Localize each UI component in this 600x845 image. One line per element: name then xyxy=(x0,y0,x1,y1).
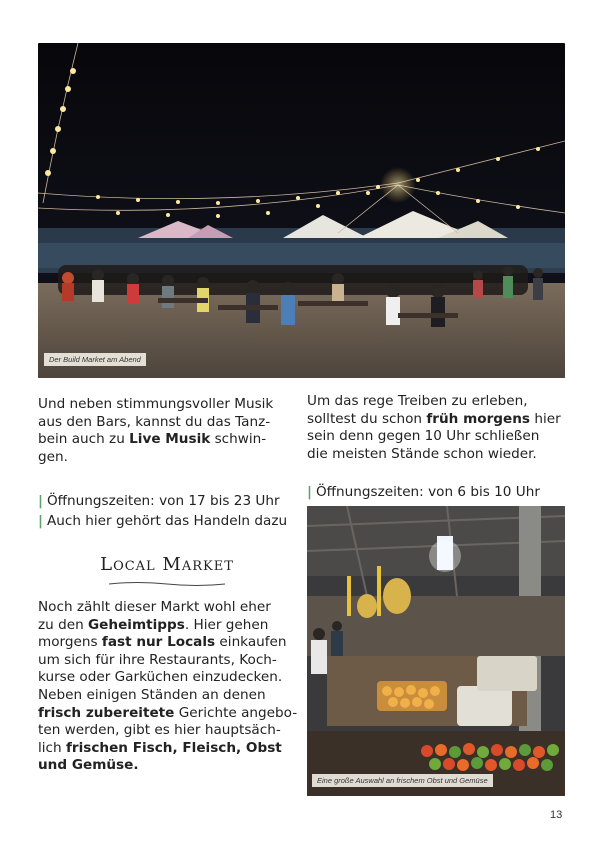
body-text: . Hier gehen xyxy=(184,616,269,633)
body-text: kurse oder Garküchen einzudecken. xyxy=(38,669,283,686)
morning-line xyxy=(307,393,567,411)
accent-bar: | xyxy=(307,484,312,500)
emphasis-text: Geheimtipps xyxy=(88,616,185,633)
opening-hours-text: Öffnungszeiten: von 17 bis 23 Uhr xyxy=(46,493,280,509)
emphasis-text: fast nur Locals xyxy=(101,634,216,651)
body-text: solltest du schon xyxy=(307,410,427,427)
bottom-photo-caption: Eine große Auswahl an frischem Obst und Gemüse xyxy=(312,774,493,787)
body-text: Gerichte angebo- xyxy=(174,704,298,721)
local-market-paragraph xyxy=(38,599,300,775)
body-text: bein auch zu xyxy=(38,431,130,448)
emphasis-text: frischen Fisch, Fleisch, Obst xyxy=(65,739,282,756)
page-number: 13 xyxy=(550,809,563,821)
produce-market-illustration xyxy=(307,506,565,796)
emphasis-text: früh morgens xyxy=(426,410,531,427)
local-market-line xyxy=(38,669,300,687)
morning-paragraph xyxy=(307,393,567,463)
night-market-illustration xyxy=(38,43,565,378)
local-market-line xyxy=(38,705,300,723)
body-text: ten werden, gibt es hier hauptsäch- xyxy=(38,722,281,739)
bargaining-note xyxy=(38,512,287,530)
night-market-photo xyxy=(38,43,565,378)
body-text: Um das rege Treiben zu erleben, xyxy=(307,393,528,409)
local-market-line xyxy=(38,687,300,705)
section-heading-local-market: Local Market xyxy=(100,554,234,575)
opening-hours-morning xyxy=(307,483,540,501)
body-text: lich xyxy=(38,739,66,756)
emphasis-text: Live Musik xyxy=(129,431,211,448)
body-text: schwin- xyxy=(210,431,267,448)
body-text: Noch zählt dieser Markt wohl eher xyxy=(38,599,271,615)
intro-line xyxy=(38,396,300,414)
local-market-photo xyxy=(307,506,565,796)
intro-line xyxy=(38,449,300,467)
local-market-line xyxy=(38,722,300,740)
body-text: zu den xyxy=(38,616,89,633)
local-market-line xyxy=(38,599,300,617)
local-market-line xyxy=(38,634,300,652)
opening-hours-morning-text: Öffnungszeiten: von 6 bis 10 Uhr xyxy=(315,484,540,500)
intro-line xyxy=(38,431,300,449)
local-market-line xyxy=(38,757,300,775)
body-text: gen. xyxy=(38,448,68,465)
heading-underline-ornament xyxy=(107,580,227,588)
top-photo-caption: Der Build Market am Abend xyxy=(44,353,146,366)
accent-bar: | xyxy=(38,513,43,529)
opening-hours-evening xyxy=(38,492,280,510)
body-text: morgens xyxy=(38,634,102,651)
body-text: um sich für ihre Restaurants, Koch- xyxy=(38,651,277,668)
morning-line xyxy=(307,411,567,429)
emphasis-text: frisch zubereitete xyxy=(38,704,175,721)
body-text: sein denn gegen 10 Uhr schließen xyxy=(307,428,540,445)
accent-bar: | xyxy=(38,493,43,509)
intro-line xyxy=(38,414,300,432)
local-market-line xyxy=(38,652,300,670)
body-text: die meisten Stände schon wieder. xyxy=(307,445,537,462)
body-text: aus den Bars, kannst du das Tanz- xyxy=(38,413,271,430)
bargaining-text: Auch hier gehört das Handeln dazu xyxy=(46,513,288,529)
intro-paragraph xyxy=(38,396,300,466)
morning-line xyxy=(307,428,567,446)
body-text: Neben einigen Ständen an denen xyxy=(38,686,266,703)
body-text: einkaufen xyxy=(215,634,287,651)
body-text: hier xyxy=(530,410,561,427)
body-text: Und neben stimmungsvoller Musik xyxy=(38,396,274,412)
emphasis-text: und Gemüse. xyxy=(38,757,139,774)
local-market-line xyxy=(38,617,300,635)
local-market-line xyxy=(38,740,300,758)
morning-line xyxy=(307,446,567,464)
